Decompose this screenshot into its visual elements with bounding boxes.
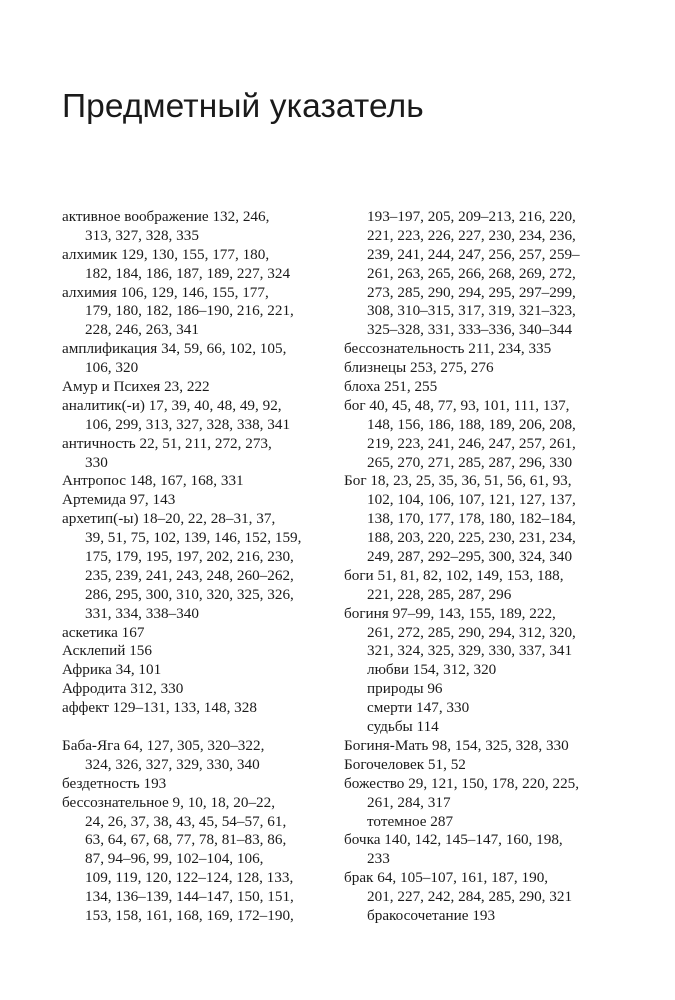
index-entry: бог 40, 45, 48, 77, 93, 101, 111, 137, [344, 396, 570, 414]
index-entry: Антропос 148, 167, 168, 331 [62, 472, 244, 490]
index-subentry: бракосочетание 193 [367, 906, 496, 924]
index-entry: боги 51, 81, 82, 102, 149, 153, 188, [344, 566, 564, 584]
index-entry: активное воображение 132, 246, [62, 208, 270, 225]
index-continuation: 63, 64, 67, 68, 77, 78, 81–83, 86, [85, 831, 287, 849]
index-subentry: судьбы 114 [367, 718, 439, 736]
index-continuation: 109, 119, 120, 122–124, 128, 133, [85, 869, 294, 887]
index-column-left [62, 208, 332, 926]
index-continuation: 179, 180, 182, 186–190, 216, 221, [85, 302, 294, 320]
index-subentry: тотемное 287 [367, 812, 454, 830]
index-continuation: 313, 327, 328, 335 [85, 226, 199, 244]
index-continuation: 138, 170, 177, 178, 180, 182–184, [367, 510, 576, 528]
index-entry: бессознательность 211, 234, 335 [344, 340, 552, 358]
index-continuation: 261, 272, 285, 290, 294, 312, 320, [367, 623, 576, 641]
index-entry: близнецы 253, 275, 276 [344, 359, 494, 377]
index-continuation: 321, 324, 325, 329, 330, 337, 341 [367, 642, 573, 660]
index-continuation: 261, 263, 265, 266, 268, 269, 272, [367, 264, 576, 282]
index-entry: блоха 251, 255 [344, 378, 438, 396]
index-continuation: 148, 156, 186, 188, 189, 206, 208, [367, 415, 576, 433]
index-entry: богиня 97–99, 143, 155, 189, 222, [344, 604, 556, 622]
index-continuation: 233 [367, 850, 390, 868]
index-continuation: 330 [85, 453, 108, 471]
index-entry: Богиня-Мать 98, 154, 325, 328, 330 [344, 736, 569, 754]
index-continuation: 188, 203, 220, 225, 230, 231, 234, [367, 529, 576, 547]
index-entry: античность 22, 51, 211, 272, 273, [62, 434, 272, 452]
index-continuation: 221, 223, 226, 227, 230, 234, 236, [367, 226, 576, 244]
index-entry: амплификация 34, 59, 66, 102, 105, [62, 340, 287, 358]
index-continuation: 219, 223, 241, 246, 247, 257, 261, [367, 434, 576, 452]
index-subentry: смерти 147, 330 [367, 699, 470, 717]
index-continuation: 134, 136–139, 144–147, 150, 151, [85, 888, 294, 906]
index-continuation: 201, 227, 242, 284, 285, 290, 321 [367, 888, 573, 906]
index-continuation: 102, 104, 106, 107, 121, 127, 137, [367, 491, 576, 509]
index-continuation: 221, 228, 285, 287, 296 [367, 585, 512, 603]
index-entry: аналитик(-и) 17, 39, 40, 48, 49, 92, [62, 396, 282, 414]
index-entry: архетип(-ы) 18–20, 22, 28–31, 37, [62, 510, 276, 528]
index-continuation: 331, 334, 338–340 [85, 604, 199, 622]
page-title: Предметный указатель [62, 88, 424, 125]
index-entry: алхимик 129, 130, 155, 177, 180, [62, 245, 270, 263]
index-entry: Артемида 97, 143 [62, 491, 176, 509]
index-entry: бочка 140, 142, 145–147, 160, 198, [344, 831, 563, 849]
index-continuation: 106, 320 [85, 359, 139, 377]
index-entry: Богочеловек 51, 52 [344, 755, 466, 773]
index-continuation: 286, 295, 300, 310, 320, 325, 326, [85, 585, 294, 603]
index-continuation: 24, 26, 37, 38, 43, 45, 54–57, 61, [85, 812, 287, 830]
index-subentry: природы 96 [367, 680, 443, 698]
index-continuation: 308, 310–315, 317, 319, 321–323, [367, 302, 576, 320]
index-continuation: 235, 239, 241, 243, 248, 260–262, [85, 566, 294, 584]
index-entry: Амур и Психея 23, 222 [62, 378, 210, 396]
index-continuation: 239, 241, 244, 247, 256, 257, 259– [367, 245, 580, 263]
index-entry: Баба-Яга 64, 127, 305, 320–322, [62, 736, 265, 754]
index-column-right [344, 208, 614, 926]
index-continuation: 228, 246, 263, 341 [85, 321, 199, 339]
index-continuation: 325–328, 331, 333–336, 340–344 [367, 321, 573, 339]
index-continuation: 261, 284, 317 [367, 793, 451, 811]
index-continuation: 87, 94–96, 99, 102–104, 106, [85, 850, 264, 868]
index-entry: Бог 18, 23, 25, 35, 36, 51, 56, 61, 93, [344, 472, 572, 490]
index-continuation: 249, 287, 292–295, 300, 324, 340 [367, 548, 573, 566]
index-entry: Африка 34, 101 [62, 661, 162, 679]
index-continuation: 193–197, 205, 209–213, 216, 220, [367, 208, 576, 225]
index-continuation: 106, 299, 313, 327, 328, 338, 341 [85, 415, 291, 433]
index-entry: аскетика 167 [62, 623, 145, 641]
index-entry: брак 64, 105–107, 161, 187, 190, [344, 869, 549, 887]
index-entry: бессознательное 9, 10, 18, 20–22, [62, 793, 276, 811]
index-continuation: 273, 285, 290, 294, 295, 297–299, [367, 283, 576, 301]
index-entry: Афродита 312, 330 [62, 680, 184, 698]
index-entry: Асклепий 156 [62, 642, 152, 660]
index-continuation: 39, 51, 75, 102, 139, 146, 152, 159, [85, 529, 302, 547]
index-continuation: 175, 179, 195, 197, 202, 216, 230, [85, 548, 294, 566]
index-continuation: 324, 326, 327, 329, 330, 340 [85, 755, 260, 773]
index-entry: бездетность 193 [62, 774, 167, 792]
index-continuation: 153, 158, 161, 168, 169, 172–190, [85, 906, 294, 924]
index-entry: божество 29, 121, 150, 178, 220, 225, [344, 774, 580, 792]
index-continuation: 265, 270, 271, 285, 287, 296, 330 [367, 453, 573, 471]
index-subentry: любви 154, 312, 320 [367, 661, 497, 679]
index-entry: аффект 129–131, 133, 148, 328 [62, 699, 257, 717]
index-continuation: 182, 184, 186, 187, 189, 227, 324 [85, 264, 291, 282]
section-gap [62, 718, 332, 737]
index-entry: алхимия 106, 129, 146, 155, 177, [62, 283, 269, 301]
